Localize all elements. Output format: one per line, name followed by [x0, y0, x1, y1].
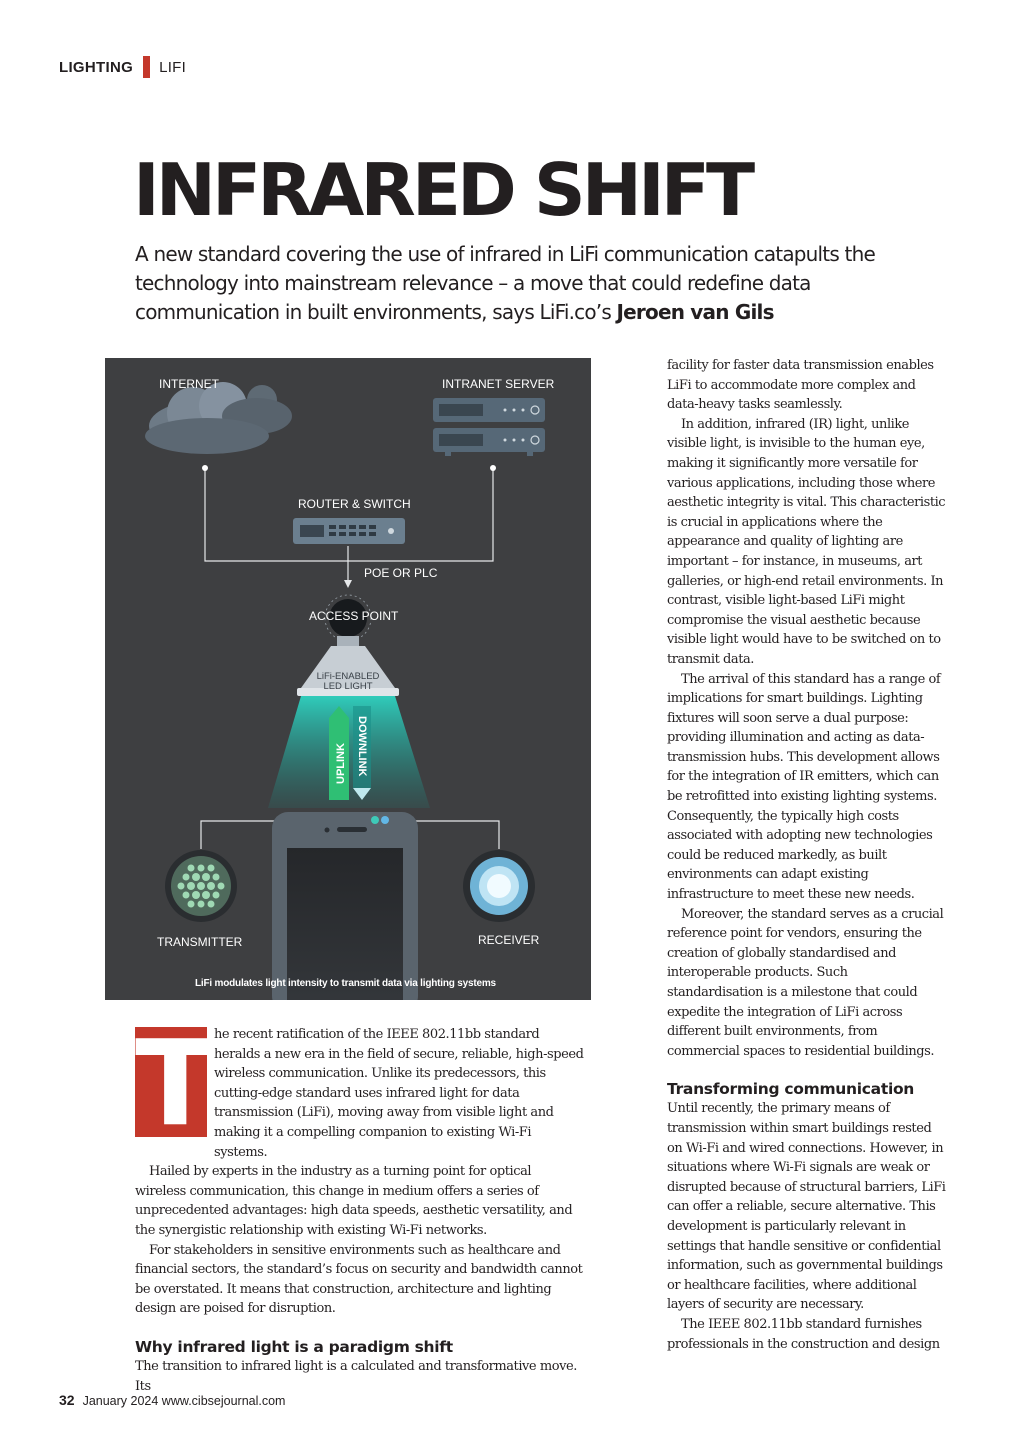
figure-caption: LiFi modulates light intensity to transmit data via lighting systems [195, 978, 496, 989]
label-transmitter: TRANSMITTER [157, 935, 243, 949]
arrow-down-icon [344, 580, 352, 588]
label-internet: INTERNET [159, 377, 219, 391]
body-paragraph: Until recently, the primary means of transmission within smart buildings rested on Wi-Fi and wired connections. However, in situations where Wi-Fi signals are weak or disrupted because of structural barriers, LiFi can offer a reliable, secure alternative. This development is particularly relevant in settings that handle sensitive or confidential information, such as governmental buildings or healthcare facilities, where additional layers of security are necessary. [667, 1101, 946, 1313]
headline: INFRARED SHIFT [133, 148, 752, 232]
page-number: 32 [59, 1392, 75, 1408]
receiver-icon [463, 850, 535, 922]
body-paragraph: In addition, infrared (IR) light, unlike visible light, is invisible to the human eye, making it significantly more versatile for various applications, including those where aesthetic integrity is vital. This characteristic is crucial in applications where the appearance and quality of lighting are important – for instance, in museums, art galleries, or high-end retail environments. In contrast, visible light-based LiFi might compromise the visual aesthetic because visible light would have to be switched on to transmit data. [667, 416, 946, 667]
label-downlink: DOWNLINK [356, 716, 368, 777]
node-dot [490, 465, 496, 471]
section-subtopic: LIFI [159, 58, 187, 76]
label-poe-plc: POE OR PLC [364, 566, 438, 580]
body-paragraph: The transition to infrared light is a calculated and transformative move. Its [135, 1358, 577, 1394]
label-receiver: RECEIVER [478, 933, 540, 947]
cloud-icon [145, 382, 292, 454]
label-access-point: ACCESS POINT [309, 609, 399, 623]
lifi-diagram [105, 358, 591, 1000]
body-paragraph: facility for faster data transmission enables LiFi to accommodate more complex and data-heavy tasks seamlessly. [667, 358, 934, 413]
footer-issue-url: January 2024 www.cibsejournal.com [82, 1394, 286, 1408]
label-lifi-light-line1: LiFi-ENABLED [316, 671, 380, 682]
drop-cap: T [135, 1014, 216, 1152]
section-tag [59, 56, 186, 78]
body-paragraph: he recent ratification of the IEEE 802.11bb standard heralds a new era in the field of secure, reliable, high-speed wireless communication. Unlike its predecessors, this cutting-edge standard uses infrared light for data transmission (LiFi), moving away from visible light and making it a compelling companion to existing Wi-Fi systems. [214, 1027, 584, 1160]
lifi-diagram-figure [105, 358, 591, 1000]
body-paragraph: Moreover, the standard serves as a crucial reference point for vendors, ensuring the creation of globally standardised and interoperable products. Such standardisation is a milestone that could expedite the integration of LiFi across different built environments, from commercial spaces to residential buildings. [667, 906, 944, 1059]
subheading: Transforming communication [667, 1080, 915, 1099]
body-paragraph: Hailed by experts in the industry as a turning point for optical wireless communication, this change in medium offers a series of unprecedented advantages: high data speeds, aesthetic versatility, and the synergistic relationship with existing Wi-Fi networks. [135, 1164, 573, 1238]
author-byline: Jeroen van Gils [616, 300, 774, 324]
article-column-right [667, 356, 947, 1354]
section-name: LIGHTING [59, 58, 134, 76]
body-paragraph: The arrival of this standard has a range of implications for smart buildings. Lighting fixtures will soon serve a dual purpose: providing illumination and acting as data-transmission hubs. This development allows for the integration of IR emitters, which can be retrofitted into existing lighting systems. Consequently, the typically high costs associated with adopting new technologies could be reduced markedly, as built environments can adapt existing infrastructure to meet these new needs. [667, 671, 941, 903]
smartphone-icon [272, 812, 418, 1000]
label-intranet-server: INTRANET SERVER [442, 377, 555, 391]
page-footer [59, 1392, 285, 1408]
label-uplink: UPLINK [335, 743, 347, 784]
article-column-left [135, 1014, 585, 1396]
router-icon [293, 518, 405, 544]
node-dot [202, 465, 208, 471]
subheading: Why infrared light is a paradigm shift [135, 1337, 453, 1356]
standfirst-text: A new standard covering the use of infrared in LiFi communication catapults the technology into mainstream relevance – a move that could redefine data communication in built environments, says LiFi.co’s [135, 242, 875, 324]
label-lifi-light-line2: LED LIGHT [323, 681, 373, 692]
transmitter-icon [165, 850, 237, 922]
label-router-switch: ROUTER & SWITCH [298, 497, 411, 511]
opening-paragraph-block [135, 1014, 585, 1162]
body-paragraph: For stakeholders in sensitive environments such as healthcare and financial sectors, the standard’s focus on security and bandwidth cannot be overstated. It means that construction, architecture and lighting design are poised for disruption. [135, 1242, 583, 1317]
section-divider-bar [143, 56, 150, 78]
body-paragraph: The IEEE 802.11bb standard furnishes professionals in the construction and design [667, 1316, 940, 1352]
server-icon [433, 398, 545, 456]
standfirst [135, 240, 905, 327]
